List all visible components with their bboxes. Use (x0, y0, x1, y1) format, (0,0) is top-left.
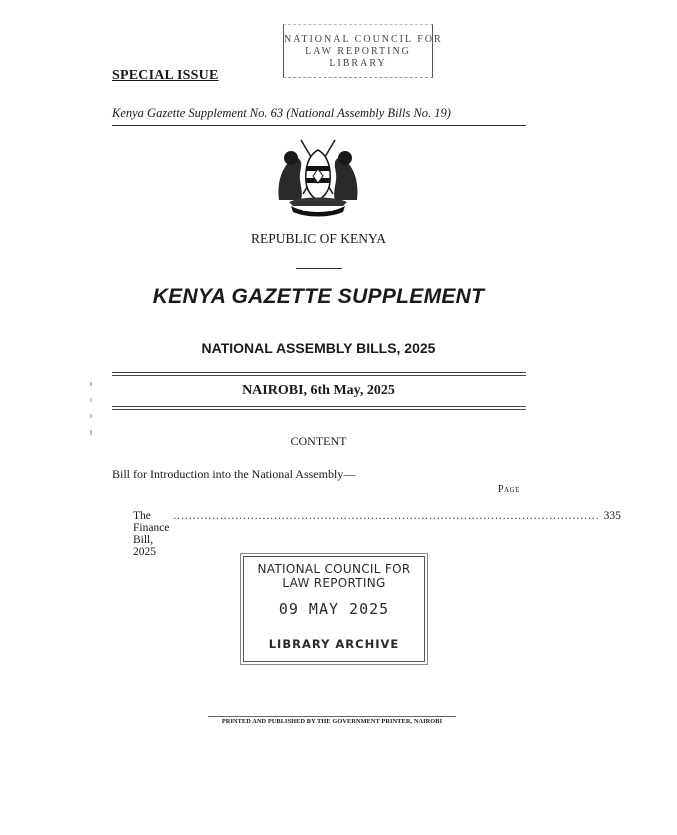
double-rule-top (112, 372, 526, 376)
archive-stamp-library-archive: LIBRARY ARCHIVE (268, 637, 400, 651)
printer-imprint: PRINTED AND PUBLISHED BY THE GOVERNMENT PRINTER, NAIROBI (221, 718, 443, 725)
toc-entry-title: The Finance Bill, 2025 (133, 510, 170, 558)
stamp-line-library: LIBRARY (329, 58, 387, 69)
double-rule-bottom (112, 406, 526, 410)
short-divider (296, 268, 342, 269)
toc-entry-page: 335 (603, 510, 621, 522)
special-issue-label: SPECIAL ISSUE (112, 68, 219, 83)
archive-stamp-council: NATIONAL COUNCIL FOR (257, 562, 411, 576)
dateline: NAIROBI, 6th May, 2025 (242, 383, 395, 398)
header-rule (112, 125, 526, 126)
library-archive-stamp (243, 556, 425, 662)
supplement-reference: Kenya Gazette Supplement No. 63 (National Assembly Bills No. 19) (112, 106, 451, 120)
archive-stamp-law-reporting: LAW REPORTING (282, 576, 386, 590)
bills-subtitle: NATIONAL ASSEMBLY BILLS, 2025 (201, 340, 436, 356)
footer-rule (208, 716, 456, 717)
page-column-heading: Page (498, 484, 520, 495)
toc-leader-dots: .............................................................................................................. (173, 510, 600, 522)
kenya-coat-of-arms-icon (271, 136, 365, 216)
scan-margin-marks (88, 380, 94, 440)
stamp-line-law-reporting: LAW REPORTING (305, 46, 411, 57)
archive-stamp-date: 09 MAY 2025 (278, 600, 390, 618)
gazette-title: KENYA GAZETTE SUPPLEMENT (152, 285, 485, 308)
bill-intro-line: Bill for Introduction into the National Assembly— (112, 467, 356, 481)
stamp-line-council: NATIONAL COUNCIL FOR (284, 34, 443, 45)
content-heading: CONTENT (290, 434, 347, 448)
library-stamp-top (283, 24, 443, 78)
toc-entry[interactable] (133, 510, 621, 558)
republic-heading: REPUBLIC OF KENYA (250, 231, 386, 246)
